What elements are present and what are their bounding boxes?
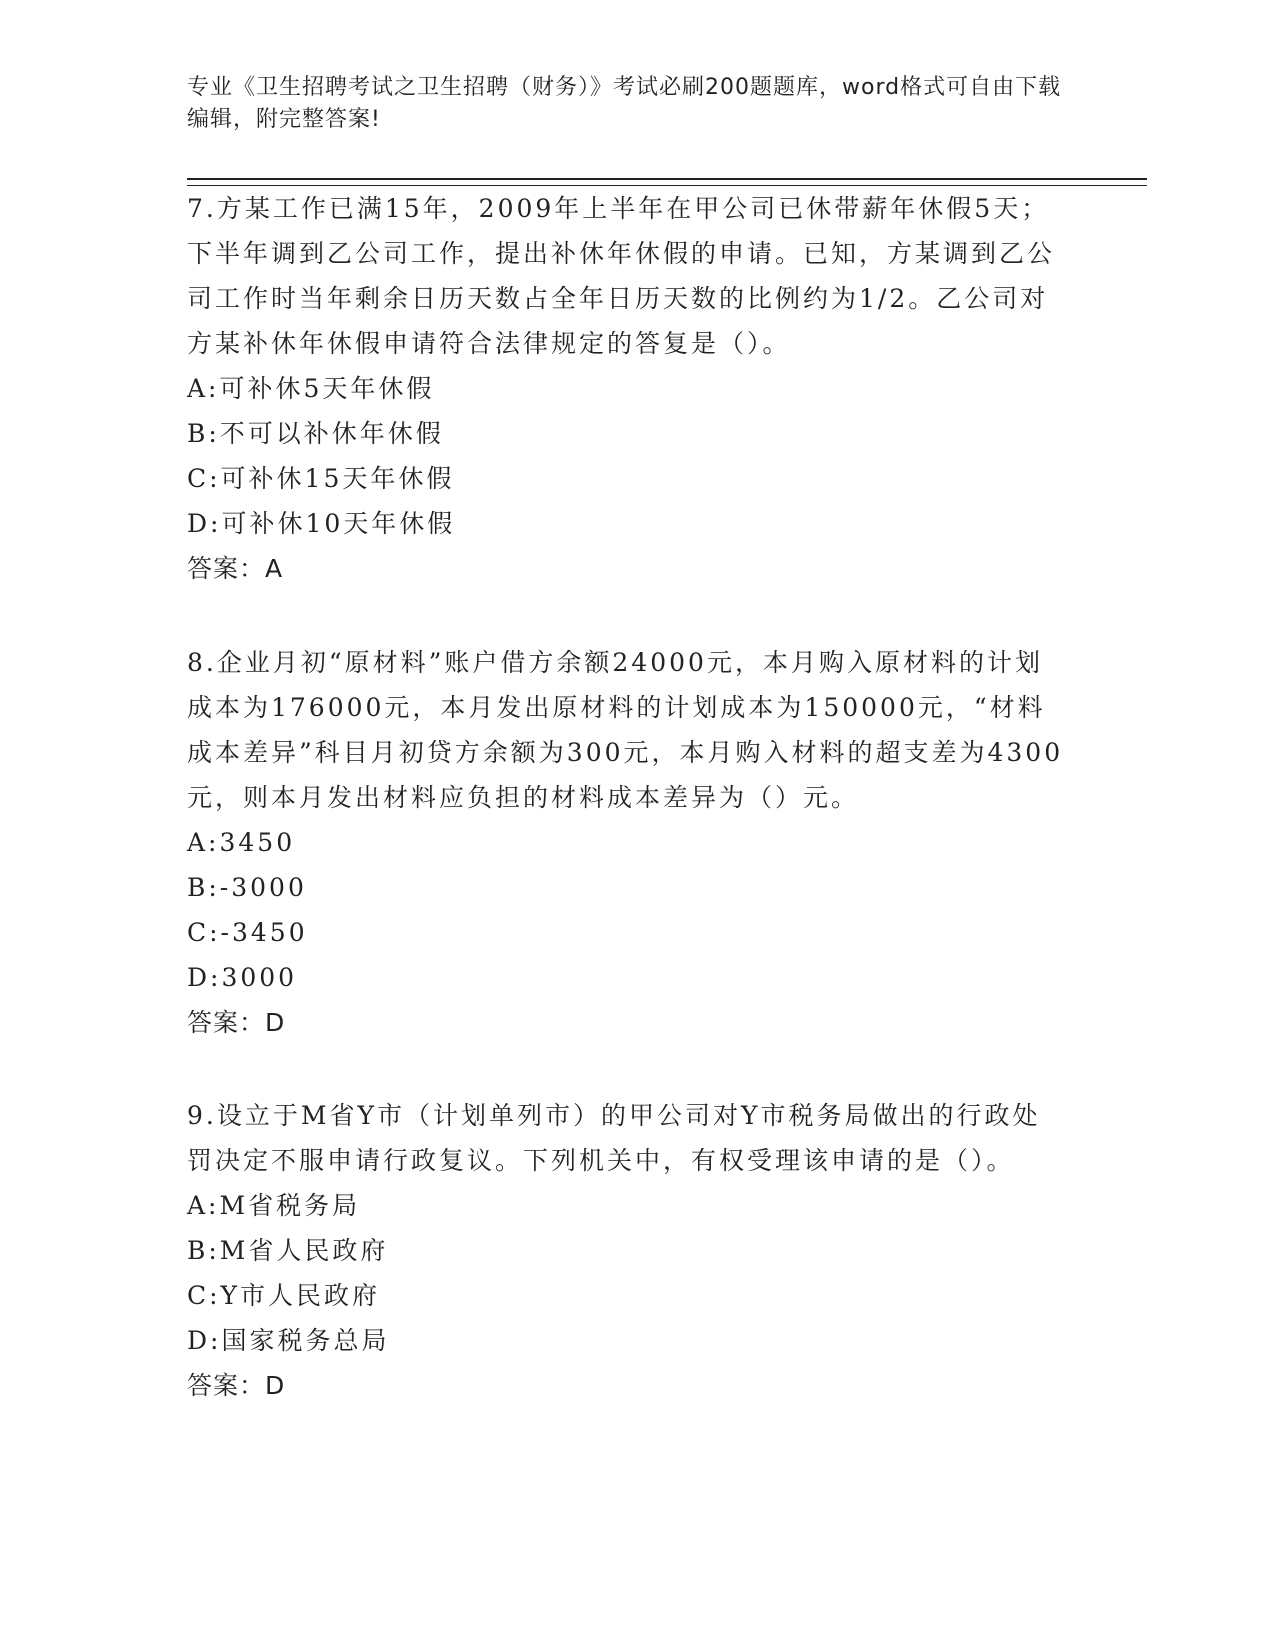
option-c: C:Y市人民政府 <box>187 1281 381 1310</box>
option-c: C:-3450 <box>187 918 308 947</box>
option-d: D:可补休10天年休假 <box>187 509 456 538</box>
option-d: D:国家税务总局 <box>187 1326 390 1355</box>
question-9 <box>187 1093 1067 1408</box>
answer: 答案：D <box>187 1371 286 1400</box>
option-d: D:3000 <box>187 963 298 992</box>
question-8 <box>187 640 1067 1045</box>
header-divider-thick <box>187 178 1147 180</box>
answer: 答案：D <box>187 1008 286 1037</box>
option-a: A:3450 <box>187 828 296 857</box>
option-b: B:不可以补休年休假 <box>187 419 444 448</box>
option-b: B:M省人民政府 <box>187 1236 389 1265</box>
option-a: A:M省税务局 <box>187 1191 361 1220</box>
question-7 <box>187 186 1067 591</box>
page-header: 专业《卫生招聘考试之卫生招聘（财务）》考试必刷200题题库，word格式可自由下载编辑，附完整答案! <box>187 75 1062 132</box>
answer: 答案：A <box>187 554 284 583</box>
question-stem: 9.设立于M省Y市（计划单列市）的甲公司对Y市税务局做出的行政处罚决定不服申请行政复议。下列机关中，有权受理该申请的是（）。 <box>187 1101 1041 1175</box>
question-stem: 8.企业月初“原材料”账户借方余额24000元，本月购入原材料的计划成本为176000元，本月发出原材料的计划成本为150000元，“材料成本差异”科目月初贷方余额为300元，本月购入材料的超支差为4300元，则本月发出材料应负担的材料成本差异为（）元。 <box>187 648 1064 812</box>
option-a: A:可补休5天年休假 <box>187 374 435 403</box>
option-c: C:可补休15天年休假 <box>187 464 455 493</box>
option-b: B:-3000 <box>187 873 307 902</box>
question-stem: 7.方某工作已满15年，2009年上半年在甲公司已休带薪年休假5天；下半年调到乙公司工作，提出补休年休假的申请。已知，方某调到乙公司工作时当年剩余日历天数占全年日历天数的比例约为1/2。乙公司对方某补休年休假申请符合法律规定的答复是（）。 <box>187 194 1056 358</box>
